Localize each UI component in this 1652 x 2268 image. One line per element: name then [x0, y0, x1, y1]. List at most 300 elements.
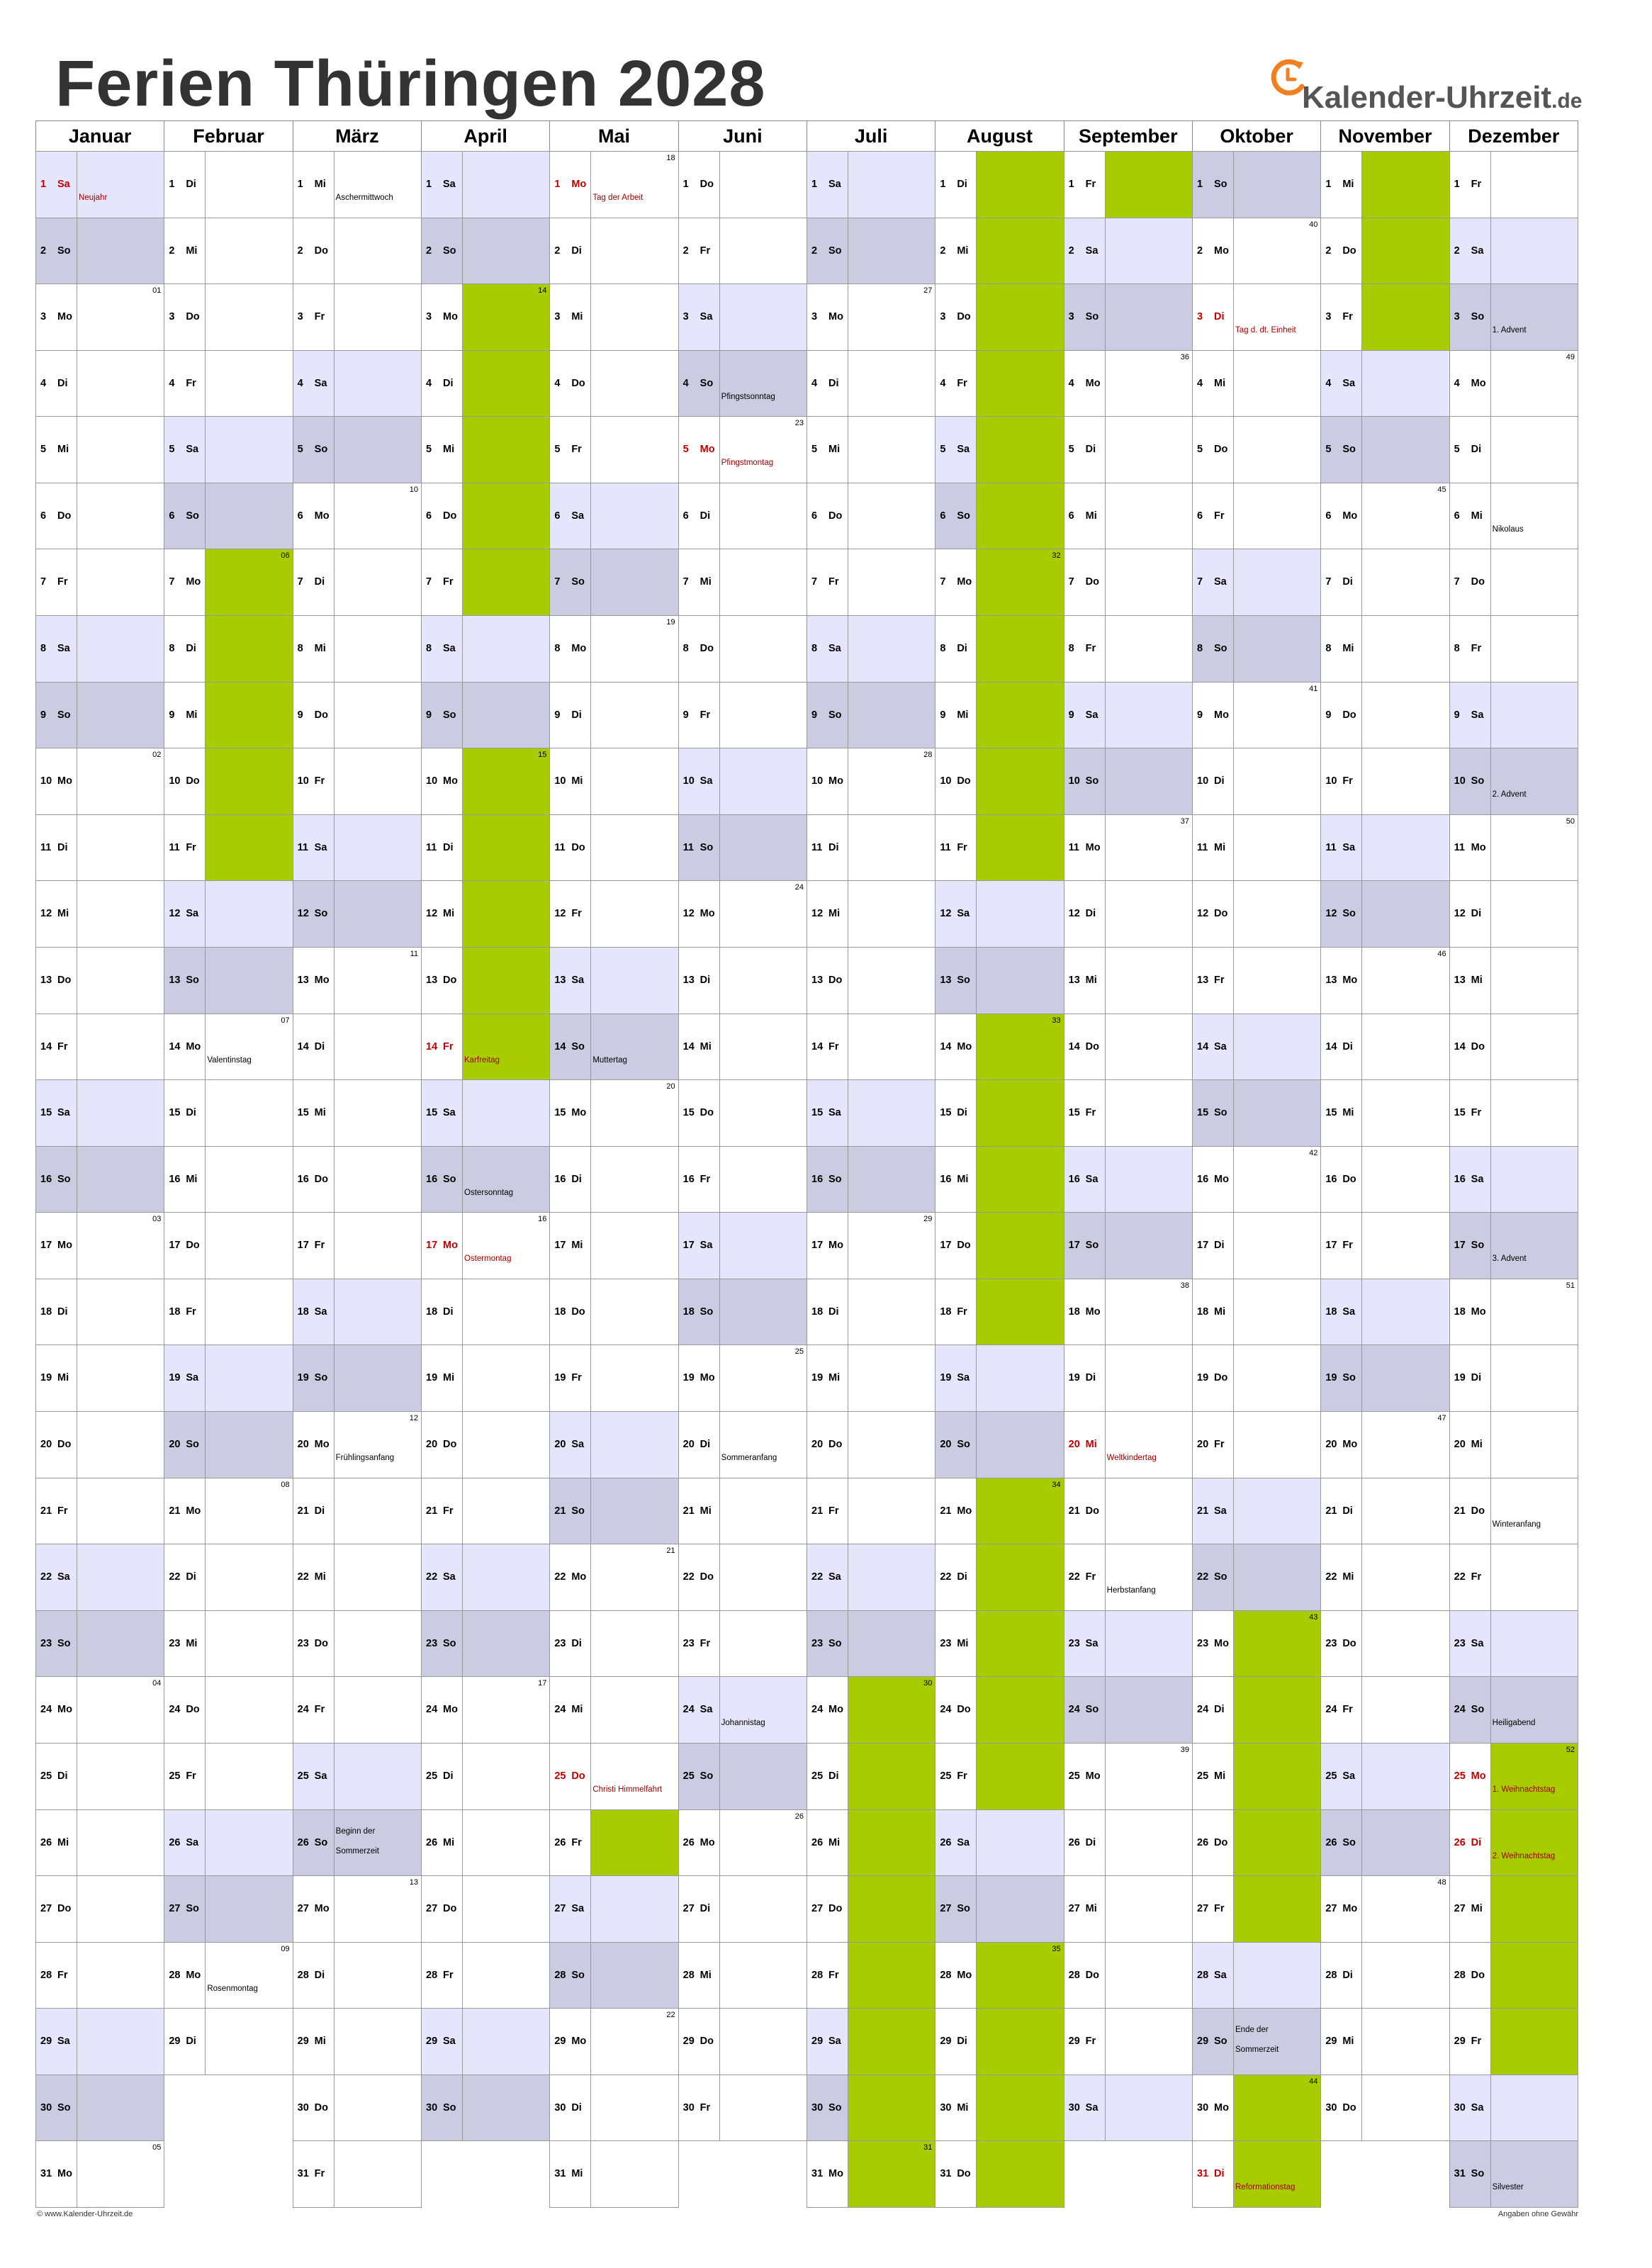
- day-label: [1321, 1744, 1362, 1809]
- day-cell: [807, 1344, 935, 1412]
- day-number: 24: [1197, 1704, 1209, 1716]
- day-cell: [164, 1809, 293, 1877]
- day-label: [550, 1810, 591, 1876]
- day-number: 23: [169, 1637, 181, 1649]
- day-number: 29: [426, 2036, 438, 2048]
- weekday-abbr: So: [186, 510, 199, 522]
- weekday-abbr: Fr: [443, 1969, 454, 1981]
- day-number: 26: [1068, 1836, 1080, 1848]
- day-label: [1321, 1345, 1362, 1411]
- day-cell: [1449, 1610, 1578, 1678]
- weekday-abbr: Do: [699, 179, 714, 190]
- day-label: [1193, 549, 1234, 615]
- weekday-abbr: So: [314, 908, 328, 920]
- weekday-abbr: Mi: [571, 311, 583, 323]
- day-cell: [1192, 1544, 1321, 1611]
- day-number: 13: [40, 974, 52, 986]
- day-number: 22: [1197, 1571, 1209, 1583]
- weekday-abbr: Mi: [1214, 1770, 1226, 1782]
- day-cell: [807, 416, 935, 483]
- day-label: [1321, 351, 1362, 417]
- day-label: [935, 1014, 977, 1080]
- day-number: 20: [169, 1439, 181, 1451]
- weekday-abbr: Fr: [957, 377, 967, 389]
- day-label: [422, 549, 463, 615]
- day-cell: [549, 1544, 678, 1611]
- day-cell: [1064, 549, 1193, 616]
- day-cell: [421, 1610, 550, 1678]
- weekday-abbr: Do: [186, 775, 200, 787]
- day-label: [679, 683, 720, 748]
- day-label: [1450, 1744, 1491, 1809]
- day-label: [807, 549, 848, 615]
- day-number: 9: [426, 709, 432, 721]
- day-cell: [678, 1014, 807, 1081]
- weekday-abbr: Mi: [1214, 377, 1226, 389]
- day-number: 13: [1454, 974, 1466, 986]
- day-label: [550, 616, 591, 682]
- day-number: 24: [40, 1704, 52, 1716]
- weekday-abbr: Sa: [1471, 709, 1484, 721]
- day-number: 19: [1197, 1372, 1209, 1384]
- day-number: 31: [40, 2168, 52, 2180]
- day-number: 4: [426, 377, 432, 389]
- weekday-abbr: Di: [699, 1903, 711, 1915]
- day-number: 4: [682, 377, 689, 389]
- day-cell: [1449, 1743, 1578, 1810]
- weekday-abbr: Di: [1214, 775, 1225, 787]
- day-number: 2: [426, 245, 432, 257]
- day-number: 15: [940, 1107, 952, 1119]
- weekday-abbr: Sa: [57, 643, 70, 655]
- holiday-label: Reformationstag: [1235, 2183, 1296, 2192]
- clock-icon: [1271, 55, 1306, 105]
- event-label: Heiligabend: [1492, 1719, 1536, 1728]
- day-number: 22: [940, 1571, 952, 1583]
- day-number: 6: [554, 510, 561, 522]
- day-number: 30: [1454, 2101, 1466, 2113]
- weekday-abbr: Mi: [828, 1372, 841, 1384]
- ferien-marker: [463, 284, 549, 350]
- day-number: 8: [1197, 643, 1203, 655]
- holiday-label: 1. Weihnachtstag: [1492, 1785, 1556, 1794]
- weekday-abbr: Mo: [1085, 1770, 1101, 1782]
- day-cell: [1449, 1942, 1578, 2009]
- day-number: 3: [554, 311, 561, 323]
- day-number: 4: [554, 377, 561, 389]
- day-cell: [293, 416, 422, 483]
- day-label: [1193, 1744, 1234, 1809]
- weekday-abbr: Mo: [1342, 1903, 1358, 1915]
- day-number: 28: [811, 1969, 824, 1981]
- day-label: [550, 881, 591, 947]
- day-cell: [678, 1610, 807, 1678]
- day-number: 15: [1454, 1107, 1466, 1119]
- day-number: 13: [1068, 974, 1080, 986]
- ferien-marker: [977, 483, 1063, 549]
- weekday-abbr: Do: [1085, 1040, 1099, 1052]
- day-label: [679, 881, 720, 947]
- day-label: [293, 1080, 335, 1146]
- day-label: [36, 1412, 77, 1478]
- day-number: 5: [1454, 444, 1460, 456]
- week-number: 33: [1052, 1016, 1061, 1025]
- day-number: 29: [811, 2036, 824, 2048]
- day-number: 24: [682, 1704, 695, 1716]
- week-number: 48: [1437, 1878, 1446, 1887]
- day-label: [807, 351, 848, 417]
- day-number: 25: [940, 1770, 952, 1782]
- day-cell: [293, 1146, 422, 1213]
- month-header: Juni: [678, 120, 807, 152]
- day-cell: [807, 1478, 935, 1545]
- day-cell: [1449, 748, 1578, 815]
- weekday-abbr: Sa: [957, 908, 970, 920]
- week-number: 32: [1052, 551, 1061, 561]
- day-cell: [293, 1411, 422, 1478]
- day-label: [1064, 549, 1106, 615]
- day-cell: [678, 748, 807, 815]
- day-cell: [807, 350, 935, 417]
- day-number: 19: [1454, 1372, 1466, 1384]
- weekday-abbr: Mi: [186, 709, 198, 721]
- weekday-abbr: Mo: [828, 1704, 843, 1716]
- weekday-abbr: Di: [186, 1571, 196, 1583]
- day-label: [1064, 1345, 1106, 1411]
- day-number: 2: [40, 245, 47, 257]
- day-cell: [1320, 218, 1449, 285]
- day-cell: [1192, 1478, 1321, 1545]
- day-label: [550, 1213, 591, 1279]
- day-number: 10: [169, 775, 181, 787]
- day-label: [422, 1876, 463, 1942]
- day-number: 21: [1068, 1505, 1080, 1517]
- day-number: 30: [1197, 2101, 1209, 2113]
- day-label: [1064, 683, 1106, 748]
- day-number: 25: [1197, 1770, 1209, 1782]
- weekday-abbr: Do: [1342, 1637, 1356, 1649]
- weekday-abbr: Do: [443, 1439, 457, 1451]
- day-number: 29: [1454, 2036, 1466, 2048]
- weekday-abbr: Fr: [186, 377, 196, 389]
- weekday-abbr: Mo: [1085, 841, 1101, 853]
- ferien-marker: [977, 2075, 1063, 2141]
- weekday-abbr: Mo: [957, 1505, 972, 1517]
- day-label: [1321, 683, 1362, 748]
- day-label: [1193, 815, 1234, 881]
- day-label: [164, 284, 206, 350]
- day-cell: [1192, 1809, 1321, 1877]
- weekday-abbr: Mi: [1214, 841, 1226, 853]
- event-label: Ostersonntag: [464, 1188, 514, 1197]
- weekday-abbr: Do: [571, 377, 585, 389]
- day-label: [1193, 152, 1234, 218]
- week-number: 46: [1437, 949, 1446, 958]
- day-label: [164, 881, 206, 947]
- day-cell: [1192, 1014, 1321, 1081]
- day-number: 9: [40, 709, 47, 721]
- day-label: [1450, 351, 1491, 417]
- ferien-marker: [848, 2009, 935, 2075]
- weekday-abbr: Fr: [571, 1836, 582, 1848]
- weekday-abbr: Mo: [1214, 245, 1229, 257]
- day-number: 7: [426, 576, 432, 588]
- day-number: 9: [1454, 709, 1460, 721]
- day-label: [1450, 1544, 1491, 1610]
- weekday-abbr: Sa: [1342, 1306, 1356, 1318]
- ferien-marker: [1491, 1943, 1578, 2009]
- day-label: [164, 1544, 206, 1610]
- weekday-abbr: Sa: [571, 1903, 585, 1915]
- day-label: [550, 2009, 591, 2075]
- day-label: [1064, 1147, 1106, 1213]
- day-cell: [1320, 1743, 1449, 1810]
- day-label: [550, 284, 591, 350]
- day-cell: [1449, 1079, 1578, 1147]
- day-label: [1193, 1876, 1234, 1942]
- weekday-abbr: Di: [57, 1306, 68, 1318]
- day-cell: [935, 2075, 1064, 2142]
- day-label: [36, 1876, 77, 1942]
- day-cell: [678, 2008, 807, 2075]
- week-number: 20: [666, 1082, 675, 1091]
- ferien-marker: [848, 2141, 935, 2207]
- day-label: [1064, 1744, 1106, 1809]
- day-label: [935, 1080, 977, 1146]
- day-number: 24: [940, 1704, 952, 1716]
- day-cell: [549, 151, 678, 218]
- weekday-abbr: So: [314, 1372, 328, 1384]
- day-cell: [807, 1610, 935, 1678]
- event-label: Nikolaus: [1492, 524, 1524, 534]
- day-number: 10: [682, 775, 695, 787]
- day-number: 6: [940, 510, 946, 522]
- weekday-abbr: Mi: [57, 908, 69, 920]
- day-cell: [935, 1610, 1064, 1678]
- day-number: 16: [297, 1173, 309, 1185]
- day-cell: [1449, 350, 1578, 417]
- day-number: 7: [811, 576, 818, 588]
- weekday-abbr: Mi: [314, 2036, 326, 2048]
- week-number: 49: [1566, 352, 1575, 361]
- ferien-marker: [463, 881, 549, 947]
- day-label: [164, 616, 206, 682]
- day-label: [1321, 1810, 1362, 1876]
- day-cell: [1320, 1942, 1449, 2009]
- day-label: [807, 1080, 848, 1146]
- ferien-marker: [977, 1611, 1063, 1677]
- weekday-abbr: Mi: [57, 444, 69, 456]
- weekday-abbr: Sa: [1471, 1637, 1484, 1649]
- day-number: 2: [940, 245, 946, 257]
- day-cell: [1064, 218, 1193, 285]
- day-number: 14: [169, 1040, 181, 1052]
- month-header: August: [935, 120, 1064, 152]
- day-number: 7: [1197, 576, 1203, 588]
- day-label: [164, 2009, 206, 2075]
- day-cell: [678, 814, 807, 882]
- event-label: 3. Advent: [1492, 1254, 1527, 1264]
- weekday-abbr: So: [699, 841, 714, 853]
- weekday-abbr: Sa: [1085, 709, 1098, 721]
- day-label: [1193, 1677, 1234, 1743]
- day-number: 17: [40, 1240, 52, 1252]
- day-number: 25: [1325, 1770, 1337, 1782]
- day-label: [1193, 2141, 1234, 2207]
- day-cell: [807, 2140, 935, 2208]
- weekday-abbr: Sa: [1085, 1173, 1098, 1185]
- day-cell: [1320, 1079, 1449, 1147]
- day-number: 17: [1197, 1240, 1209, 1252]
- day-label: [1064, 1080, 1106, 1146]
- day-label: [1321, 815, 1362, 881]
- holiday-label: Weltkindertag: [1106, 1454, 1157, 1463]
- weekday-abbr: So: [1342, 444, 1356, 456]
- day-cell: [678, 947, 807, 1014]
- week-number: 03: [152, 1215, 162, 1224]
- weekday-abbr: Do: [957, 311, 971, 323]
- weekday-abbr: Mo: [1214, 2101, 1229, 2113]
- day-label: [293, 683, 335, 748]
- day-cell: [1064, 416, 1193, 483]
- day-number: 26: [297, 1836, 309, 1848]
- day-number: 20: [940, 1439, 952, 1451]
- day-label: [550, 351, 591, 417]
- day-number: 6: [1454, 510, 1460, 522]
- day-label: [807, 152, 848, 218]
- ferien-marker: [463, 815, 549, 881]
- day-number: 14: [426, 1040, 438, 1052]
- day-number: 16: [426, 1173, 438, 1185]
- day-label: [36, 1279, 77, 1345]
- day-number: 3: [1197, 311, 1203, 323]
- weekday-abbr: So: [443, 1637, 456, 1649]
- weekday-abbr: Di: [571, 245, 582, 257]
- day-label: [679, 218, 720, 284]
- weekday-abbr: Sa: [699, 775, 713, 787]
- day-cell: [678, 151, 807, 218]
- day-cell: [678, 2075, 807, 2142]
- day-label: [1450, 1611, 1491, 1677]
- weekday-abbr: Sa: [1085, 1637, 1098, 1649]
- day-cell: [1064, 1544, 1193, 1611]
- day-number: 11: [169, 841, 180, 853]
- day-cell: [678, 1079, 807, 1147]
- weekday-abbr: Di: [1342, 1969, 1353, 1981]
- weekday-abbr: Sa: [1214, 576, 1227, 588]
- weekday-abbr: Mi: [571, 2168, 583, 2180]
- day-label: [293, 1279, 335, 1345]
- weekday-abbr: So: [1085, 311, 1099, 323]
- weekday-abbr: So: [1214, 179, 1227, 190]
- day-cell: [1064, 1743, 1193, 1810]
- weekday-abbr: Sa: [957, 444, 970, 456]
- weekday-abbr: So: [1342, 1372, 1356, 1384]
- day-label: [679, 284, 720, 350]
- weekday-abbr: So: [957, 510, 970, 522]
- weekday-abbr: Sa: [571, 974, 585, 986]
- day-number: 20: [1325, 1439, 1337, 1451]
- day-cell: [935, 483, 1064, 550]
- day-label: [807, 218, 848, 284]
- day-label: [1321, 2009, 1362, 2075]
- day-cell: [1320, 615, 1449, 683]
- weekday-abbr: Sa: [1471, 2101, 1484, 2113]
- day-number: 23: [40, 1637, 52, 1649]
- day-cell: [35, 549, 164, 616]
- day-cell: [549, 2008, 678, 2075]
- event-label: Winteranfang: [1492, 1520, 1541, 1529]
- day-label: [422, 815, 463, 881]
- day-cell: [164, 549, 293, 616]
- ferien-marker: [206, 748, 292, 814]
- day-label: [935, 1213, 977, 1279]
- weekday-abbr: Fr: [57, 1505, 68, 1517]
- day-number: 17: [1454, 1240, 1466, 1252]
- weekday-abbr: Sa: [186, 1372, 199, 1384]
- day-label: [1193, 1147, 1234, 1213]
- day-cell: [549, 1809, 678, 1877]
- day-cell: [935, 1014, 1064, 1081]
- day-number: 16: [682, 1173, 695, 1185]
- ferien-marker: [977, 1279, 1063, 1345]
- ferien-marker: [1234, 1677, 1320, 1743]
- weekday-abbr: Di: [443, 377, 454, 389]
- weekday-abbr: Fr: [699, 709, 711, 721]
- day-number: 16: [940, 1173, 952, 1185]
- day-cell: [935, 880, 1064, 948]
- day-number: 22: [554, 1571, 566, 1583]
- weekday-abbr: Fr: [1342, 311, 1353, 323]
- day-label: [550, 1943, 591, 2009]
- ferien-marker: [848, 1744, 935, 1809]
- weekday-abbr: Mo: [1214, 709, 1229, 721]
- day-label: [1450, 218, 1491, 284]
- weekday-abbr: So: [1471, 1240, 1485, 1252]
- day-number: 18: [1454, 1306, 1466, 1318]
- day-cell: [807, 549, 935, 616]
- event-label: Silvester: [1492, 2183, 1524, 2192]
- week-number: 01: [152, 286, 162, 296]
- day-label: [1450, 549, 1491, 615]
- day-cell: [807, 1014, 935, 1081]
- day-cell: [1320, 814, 1449, 882]
- day-cell: [1449, 483, 1578, 550]
- day-label: [679, 152, 720, 218]
- weekday-abbr: Mi: [699, 1040, 712, 1052]
- day-label: [36, 1478, 77, 1544]
- weekday-abbr: Do: [1342, 245, 1356, 257]
- day-number: 12: [40, 908, 52, 920]
- day-label: [679, 2009, 720, 2075]
- day-number: 21: [297, 1505, 309, 1517]
- day-cell: [293, 1743, 422, 1810]
- day-label: [1321, 549, 1362, 615]
- day-label: [422, 1213, 463, 1279]
- day-cell: [1320, 682, 1449, 749]
- weekday-abbr: Mo: [443, 311, 458, 323]
- day-cell: [549, 615, 678, 683]
- day-cell: [935, 1809, 1064, 1877]
- day-label: [1193, 1014, 1234, 1080]
- day-label: [422, 616, 463, 682]
- weekday-abbr: Sa: [1471, 1173, 1484, 1185]
- day-label: [164, 152, 206, 218]
- day-cell: [1064, 284, 1193, 351]
- weekday-abbr: Do: [1214, 908, 1228, 920]
- ferien-marker: [1234, 2141, 1320, 2207]
- weekday-abbr: So: [1471, 775, 1485, 787]
